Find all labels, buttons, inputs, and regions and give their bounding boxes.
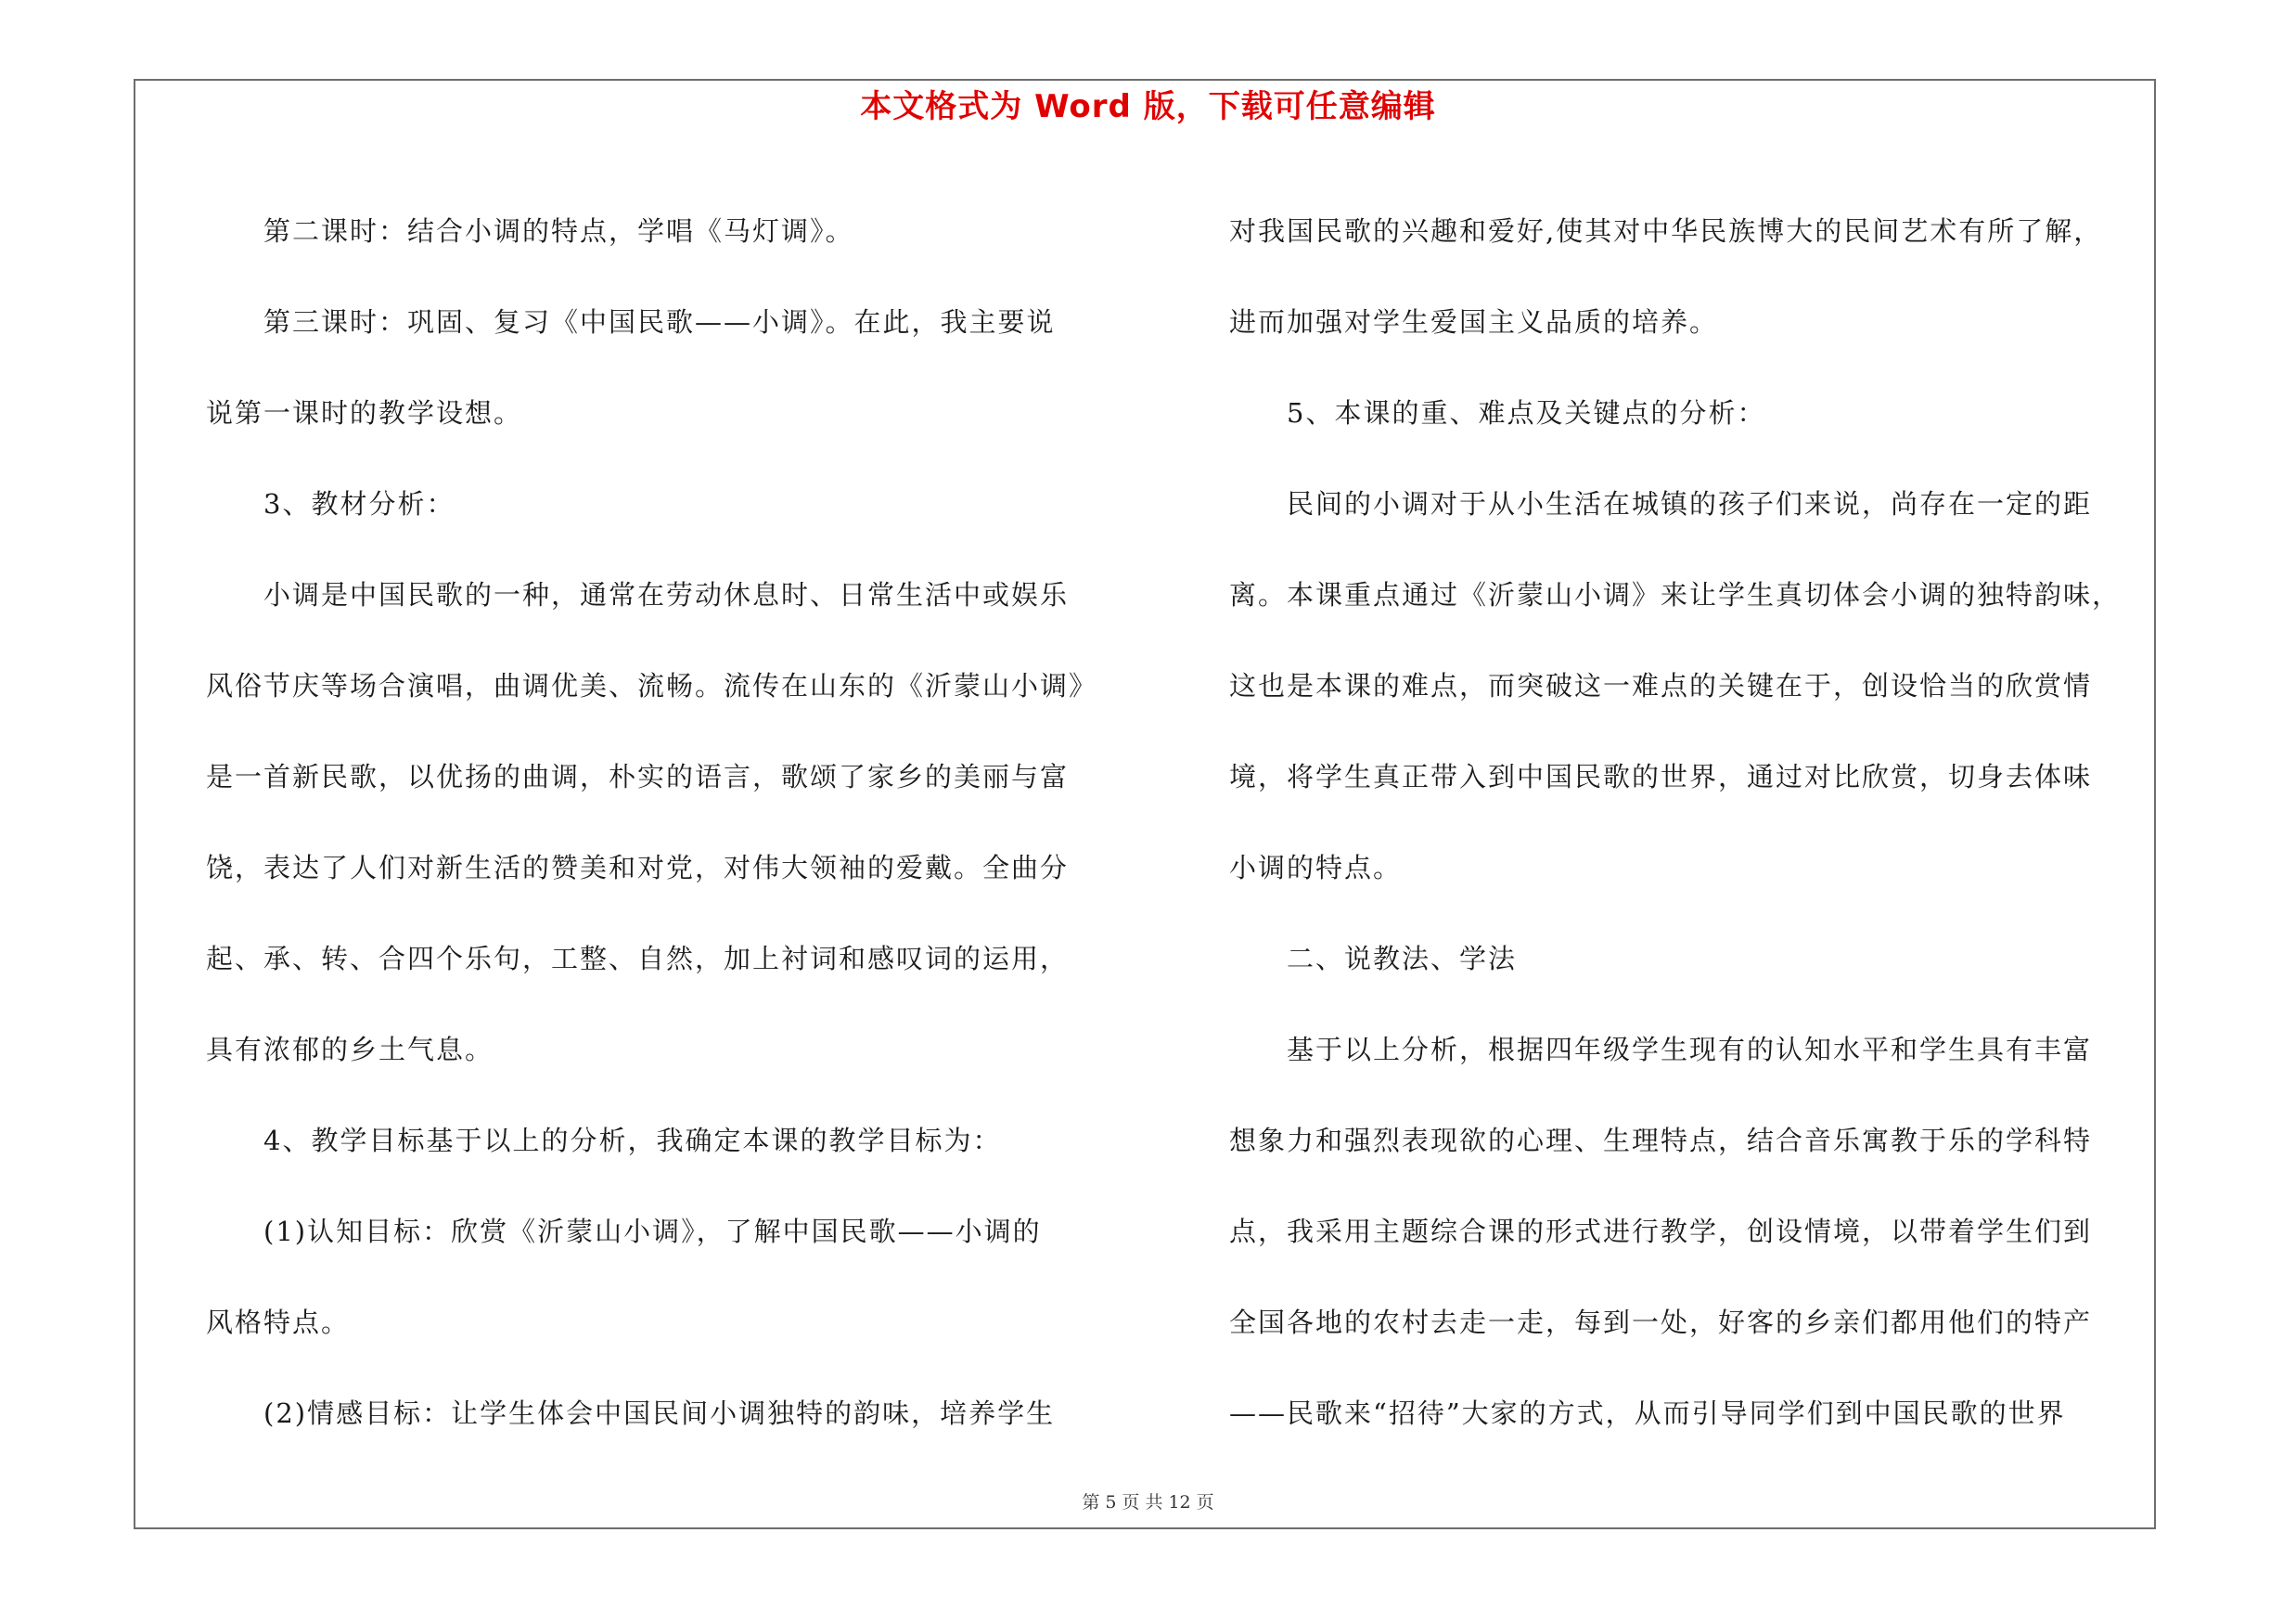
left-column xyxy=(206,186,1145,1459)
footer-mid: 页 共 xyxy=(1122,1492,1163,1513)
text-line: 小调的特点。 xyxy=(1229,852,1403,883)
text-line: 离。本课重点通过《沂蒙山小调》来让学生真切体会小调的独特韵味， xyxy=(1229,579,2122,611)
text-line: (2)情感目标：让学生体会中国民间小调独特的韵味，培养学生 xyxy=(206,1398,1056,1429)
text-line: 小调是中国民歌的一种，通常在劳动休息时、日常生活中或娱乐 xyxy=(206,579,1070,611)
text-line: 风俗节庆等场合演唱，曲调优美、流畅。流传在山东的《沂蒙山小调》 xyxy=(206,670,1098,702)
text-line: 境，将学生真正带入到中国民歌的世界，通过对比欣赏，切身去体味 xyxy=(1229,761,2093,792)
section-heading: 5、本课的重、难点及关键点的分析： xyxy=(1229,397,1766,429)
text-line: 第三课时：巩固、复习《中国民歌——小调》。在此，我主要说 xyxy=(206,306,1056,338)
footer-prefix: 第 xyxy=(1082,1492,1100,1513)
section-heading: 4、教学目标基于以上的分析，我确定本课的教学目标为： xyxy=(206,1125,1002,1156)
text-line: 饶，表达了人们对新生活的赞美和对党，对伟大领袖的爱戴。全曲分 xyxy=(206,852,1070,883)
section-heading: 3、教材分析： xyxy=(206,488,455,520)
text-line: 这也是本课的难点，而突破这一难点的关键在于，创设恰当的欣赏情 xyxy=(1229,670,2093,702)
text-line: 是一首新民歌，以优扬的曲调，朴实的语言，歌颂了家乡的美丽与富 xyxy=(206,761,1070,792)
text-line: 具有浓郁的乡土气息。 xyxy=(206,1034,494,1065)
section-heading: 二、说教法、学法 xyxy=(1229,943,1518,974)
text-line: 起、承、转、合四个乐句，工整、自然，加上衬词和感叹词的运用， xyxy=(206,943,1070,974)
text-line: 想象力和强烈表现欲的心理、生理特点，结合音乐寓教于乐的学科特 xyxy=(1229,1125,2093,1156)
text-line: 风格特点。 xyxy=(206,1307,351,1338)
text-line: 对我国民歌的兴趣和爱好,使其对中华民族博大的民间艺术有所了解， xyxy=(1229,215,2103,247)
page-number-footer xyxy=(0,1488,2296,1516)
text-line: (1)认知目标：欣赏《沂蒙山小调》，了解中国民歌——小调的 xyxy=(206,1216,1042,1247)
footer-suffix: 页 xyxy=(1196,1492,1214,1513)
text-line: 点，我采用主题综合课的形式进行教学，创设情境，以带着学生们到 xyxy=(1229,1216,2093,1247)
current-page-number: 5 xyxy=(1105,1492,1117,1513)
right-column xyxy=(1229,186,2159,1459)
text-line: 基于以上分析，根据四年级学生现有的认知水平和学生具有丰富 xyxy=(1229,1034,2093,1065)
text-line: 进而加强对学生爱国主义品质的培养。 xyxy=(1229,306,1719,338)
text-line: ——民歌来“招待”大家的方式，从而引导同学们到中国民歌的世界 xyxy=(1229,1398,2066,1429)
text-line: 民间的小调对于从小生活在城镇的孩子们来说，尚存在一定的距 xyxy=(1229,488,2093,520)
text-line: 第二课时：结合小调的特点，学唱《马灯调》。 xyxy=(206,215,854,247)
text-line: 全国各地的农村去走一走，每到一处，好客的乡亲们都用他们的特产 xyxy=(1229,1307,2093,1338)
text-line: 说第一课时的教学设想。 xyxy=(206,397,523,429)
total-page-count: 12 xyxy=(1168,1492,1191,1513)
document-banner: 本文格式为 Word 版，下载可任意编辑 xyxy=(860,88,1436,125)
